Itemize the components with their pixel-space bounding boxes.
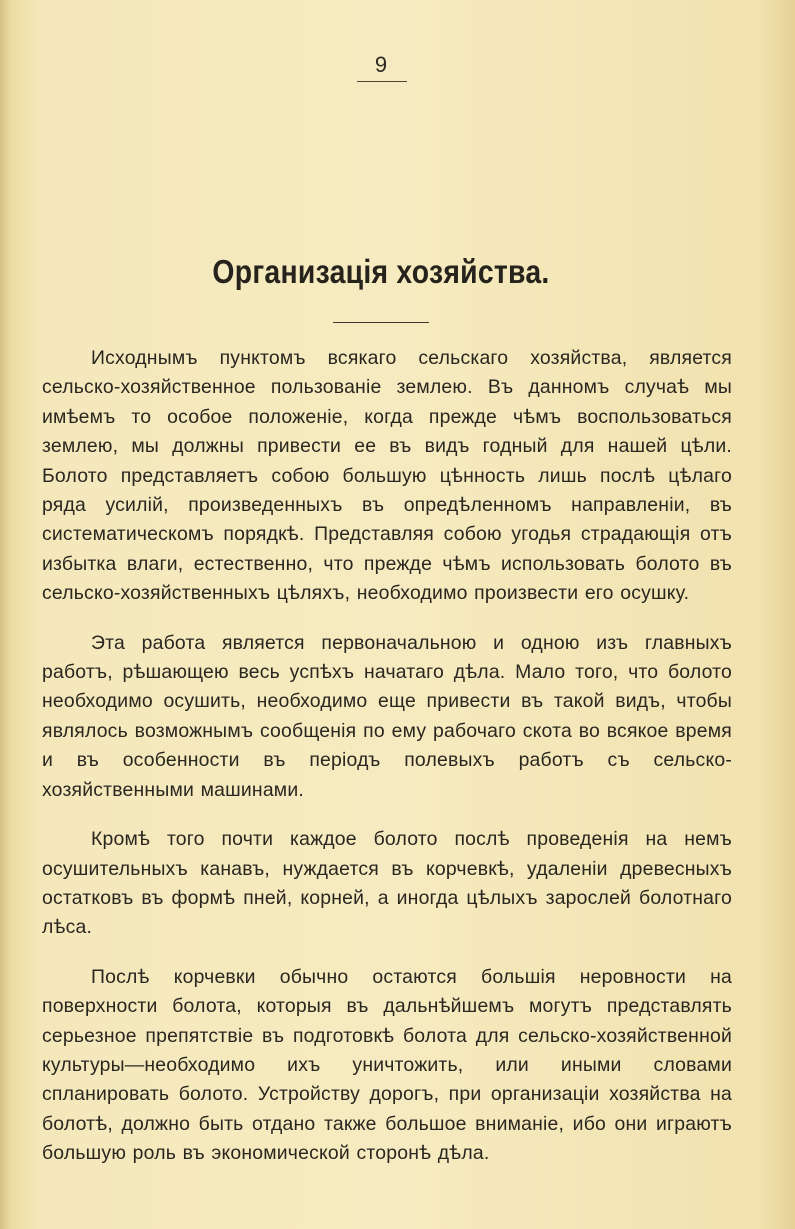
page-number: 9	[374, 52, 388, 77]
title-divider	[333, 322, 429, 323]
paragraph-4: Послѣ корчевки обычно остаются большія неровности на поверхности болота, которыя въ дальнѣйшемъ могутъ представлять серьезное препятствіе въ подготовкѣ болота для сельско-хозяйственной культуры—необходимо ихъ уничтожить, или иными словами спланировать болото. Устройству дорогъ, при организаціи хозяйства на болотѣ, должно быть отдано также большое вниманіе, ибо они играютъ большую роль въ экономической сторонѣ дѣла.	[42, 965, 732, 1165]
paragraph-3: Кромѣ того почти каждое болото послѣ проведенія на немъ осушительныхъ канавъ, нуждается въ корчевкѣ, удаленіи древесныхъ остатковъ въ формѣ пней, корней, а иногда цѣлыхъ зарослей болотнаго лѣса.	[42, 828, 732, 939]
chapter-title: Организація хозяйства.	[212, 253, 550, 290]
paragraph-1: Исходнымъ пунктомъ всякаго сельскаго хозяйства, является сельско-хозяйственное пользованіе землею. Въ данномъ случаѣ мы имѣемъ то особое положеніе, когда прежде чѣмъ воспользоваться землею, мы должны привести ее въ видъ годный для нашей цѣли. Болото представляетъ собою большую цѣнность лишь послѣ цѣлаго ряда усилій, произведенныхъ въ опредѣленномъ направленіи, въ систематическомъ порядкѣ. Представляя собою угодья страдающія отъ избытка влаги, естественно, что прежде чѣмъ использовать болото въ сельско-хозяйственныхъ цѣляхъ, необходимо произвести его осушку.	[42, 347, 732, 605]
page-number-rule	[357, 81, 407, 82]
page-edge-shadow	[0, 0, 10, 1229]
paragraph-2: Эта работа является первоначальною и одною изъ главныхъ работъ, рѣшающею весь успѣхъ начатаго дѣла. Мало того, что болото необходимо осушить, необходимо еще привести въ такой видъ, чтобы являлось возможнымъ сообщенія по ему рабочаго скота во всякое время и въ особенности въ періодъ полевыхъ работъ съ сельско-хозяйственными машинами.	[42, 631, 732, 801]
body-text	[42, 344, 732, 1189]
